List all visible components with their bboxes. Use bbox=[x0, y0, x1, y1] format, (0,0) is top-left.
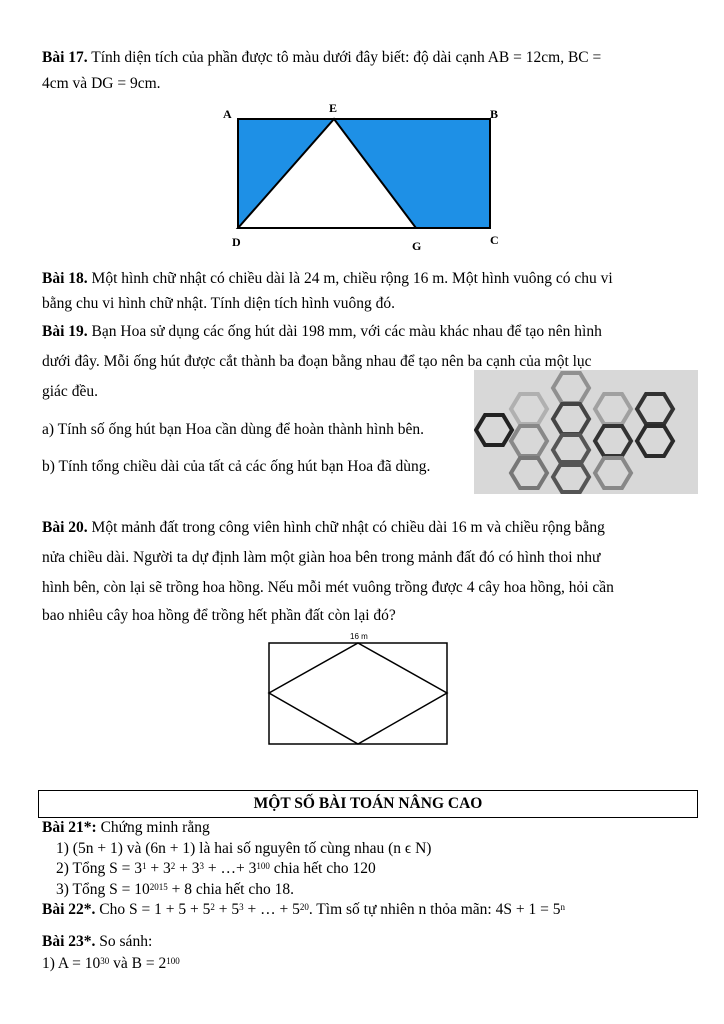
b18-line2: bằng chu vi hình chữ nhật. Tính diện tích hình vuông đó. bbox=[42, 295, 395, 312]
exponent: 1 bbox=[141, 861, 147, 871]
b20-text1: Một mảnh đất trong công viên hình chữ nhật có chiều dài 16 m và chiều rộng bằng bbox=[87, 519, 605, 536]
b19-text1: Bạn Hoa sử dụng các ống hút dài 198 mm, với các màu khác nhau để tạo nên hình bbox=[87, 323, 602, 340]
exponent: 2 bbox=[170, 861, 176, 871]
label-C: C bbox=[490, 233, 499, 247]
hexagon bbox=[553, 373, 589, 403]
b20-number: Bài 20. bbox=[42, 519, 88, 536]
b20-line3: hình bên, còn lại sẽ trồng hoa hồng. Nếu mỗi mét vuông trồng được 4 cây hoa hồng, hỏi cần bbox=[42, 579, 614, 596]
exponent: 2015 bbox=[149, 882, 168, 892]
text: + 5 bbox=[214, 901, 240, 918]
b19-line2: dưới đây. Mỗi ống hút được cắt thành ba đoạn bằng nhau để tạo nên ba cạnh của một lục bbox=[42, 353, 592, 370]
b23-number: Bài 23*. bbox=[42, 933, 96, 950]
hexagon bbox=[553, 404, 589, 434]
hexagon bbox=[595, 394, 631, 424]
label-G: G bbox=[412, 239, 422, 253]
hexagon bbox=[476, 415, 512, 445]
b19-line3: giác đều. bbox=[42, 383, 98, 400]
hexagon bbox=[637, 394, 673, 424]
b22-line bbox=[42, 900, 565, 920]
b20-figure bbox=[264, 630, 454, 748]
text: chia hết cho 120 bbox=[269, 860, 376, 877]
b20-line4: bao nhiêu cây hoa hồng để trồng hết phần đất còn lại đó? bbox=[42, 607, 396, 624]
b19-number: Bài 19. bbox=[42, 323, 88, 340]
b21-heading bbox=[42, 818, 210, 838]
text: 2) Tổng S = 3 bbox=[56, 860, 142, 877]
text: + … + 5 bbox=[243, 901, 300, 918]
exponent: 20 bbox=[299, 902, 309, 912]
exponent: n bbox=[560, 902, 565, 912]
text: + …+ 3 bbox=[203, 860, 257, 877]
b17-line1 bbox=[42, 48, 601, 68]
b21-item2 bbox=[56, 859, 376, 879]
b17-text1: Tính diện tích của phần được tô màu dưới đây biết: độ dài cạnh AB = 12cm, BC = bbox=[87, 49, 602, 66]
label-A: A bbox=[223, 107, 232, 121]
b17-line2: 4cm và DG = 9cm. bbox=[42, 75, 161, 92]
exponent: 100 bbox=[256, 861, 270, 871]
hexagon-photo bbox=[474, 370, 698, 494]
exponent: 2 bbox=[210, 902, 215, 912]
hexagon bbox=[595, 426, 631, 456]
b22-number: Bài 22*. bbox=[42, 901, 96, 918]
text: 3) Tổng S = 10 bbox=[56, 881, 150, 898]
exponent: 100 bbox=[166, 956, 180, 966]
b19-item-b: b) Tính tổng chiều dài của tất cả các ống hút bạn Hoa đã dùng. bbox=[42, 458, 431, 475]
b20-figure-label: 16 m bbox=[350, 632, 368, 641]
b21-text: Chứng minh rằng bbox=[96, 819, 210, 836]
label-B: B bbox=[490, 107, 499, 121]
b17-figure bbox=[220, 98, 510, 258]
b21-item3 bbox=[56, 880, 294, 900]
b17-number: Bài 17. bbox=[42, 49, 88, 66]
b20-rectangle bbox=[269, 643, 447, 744]
b23-heading bbox=[42, 932, 152, 952]
b20-line2: nửa chiều dài. Người ta dự định làm một giàn hoa bên trong mảnh đất đó có hình thoi như bbox=[42, 549, 601, 566]
hexagon bbox=[637, 426, 673, 456]
b19-line1 bbox=[42, 322, 602, 342]
hexagon bbox=[511, 394, 547, 424]
text: . Tìm số tự nhiên n thỏa mãn: 4S + 1 = 5 bbox=[308, 901, 561, 918]
exponent: 30 bbox=[100, 956, 110, 966]
text: Cho S = 1 + 5 + 5 bbox=[95, 901, 211, 918]
b23-text: So sánh: bbox=[95, 933, 153, 950]
hexagon bbox=[595, 458, 631, 488]
text: + 8 chia hết cho 18. bbox=[167, 881, 294, 898]
label-D: D bbox=[232, 235, 241, 249]
label-E: E bbox=[329, 101, 338, 115]
exponent: 3 bbox=[239, 902, 244, 912]
text: + 3 bbox=[146, 860, 171, 877]
b21-item1: 1) (5n + 1) và (6n + 1) là hai số nguyên tố cùng nhau (n ϵ N) bbox=[56, 840, 432, 857]
text: 1) A = 10 bbox=[42, 955, 101, 972]
text: và B = 2 bbox=[109, 955, 167, 972]
b20-line1 bbox=[42, 518, 605, 538]
b19-item-a: a) Tính số ống hút bạn Hoa cần dùng để hoàn thành hình bên. bbox=[42, 421, 424, 438]
b18-number: Bài 18. bbox=[42, 270, 88, 287]
hexagon bbox=[511, 458, 547, 488]
b18-line1 bbox=[42, 269, 613, 289]
b21-number: Bài 21*: bbox=[42, 819, 97, 836]
advanced-section-title: MỘT SỐ BÀI TOÁN NÂNG CAO bbox=[38, 790, 698, 818]
text: + 3 bbox=[175, 860, 200, 877]
b18-text1: Một hình chữ nhật có chiều dài là 24 m, chiều rộng 16 m. Một hình vuông có chu vi bbox=[87, 270, 613, 287]
hexagon bbox=[511, 426, 547, 456]
exponent: 3 bbox=[199, 861, 204, 871]
b23-item1 bbox=[42, 954, 180, 974]
hexagon-figure bbox=[474, 370, 698, 494]
